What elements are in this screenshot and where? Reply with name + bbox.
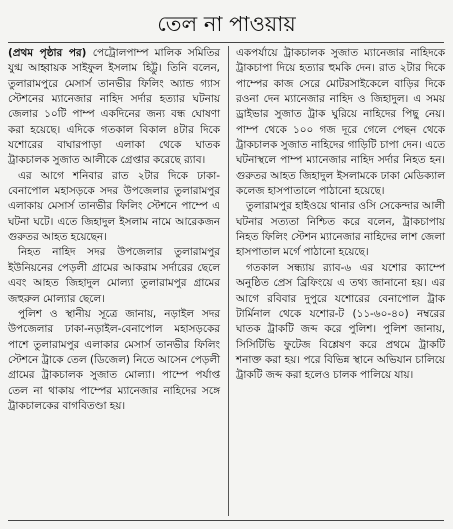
left-paragraph-1-text: পেট্রোলপাম্প মালিক সমিতির যুগ্ম আহ্বায়ক সাইফুল ইসলাম হিট্টু। তিনি বলেন, তুলারামপুরে মেসার্স তানভীর ফিলিং অ্যান্ড গ্যাস স্টেশনের ম্যানেজার নাহিদ সর্দার হত্যার ঘটনায় জেলার ১০টি পাম্প একদিনের জন্য বন্ধ ঘোষণা করা হয়েছে। এদিকে গতকাল বিকাল ৪টার দিকে যশোরের বাঘারপাড়া এলাকা থেকে ঘাতক ট্রাকচালক সুজাত আলীকে গ্রেপ্তার করেছে র‌্যাব। <box>8 47 220 167</box>
headline-rule <box>8 42 444 43</box>
left-column <box>8 46 220 414</box>
column-divider <box>228 46 229 516</box>
top-cut-strip <box>0 0 453 6</box>
bottom-rule <box>8 520 444 521</box>
right-paragraph-3: গতকাল সন্ধ্যায় র‌্যাব-৬ এর যশোর ক্যাম্পে অনুষ্ঠিত প্রেস ব্রিফিংয়ে এ তথ্য জানানো হয়। এর আগে রবিবার দুপুরে যশোরের বেনাপোল ট্রাক টার্মিনাল থেকে যশোর-ট (১১-৬০-৪০) নম্বরের ঘাতক ট্রাকটি জব্দ করে পুলিশ। পুলিশ জানায়, সিসিটিভি ফুটেজ বিশ্লেষণ করে প্রথমে ট্রাকটি শনাক্ত করা হয়। পরে বিভিন্ন স্থানে অভিযান চালিয়ে ট্রাকটি জব্দ করা হলেও চালক পালিয়ে যায়। <box>236 261 445 382</box>
left-paragraph-4: পুলিশ ও স্থানীয় সূত্রে জানায়, নড়াইল সদর উপজেলার ঢাকা-নড়াইল-বেনাপোল মহাসড়কের পাশে তুলারামপুর এলাকার মেসার্স তানভীর ফিলিং স্টেশনে ট্রাকে তেল (ডিজেল) নিতে আসেন পেড়লী গ্রামের ট্রাকচালক সুজাত মোল্যা। পাম্পে পর্যাপ্ত তেল না থাকায় পাম্পের ম্যানেজার নাহিদের সঙ্গে ট্রাকচালকের বাগবিতণ্ডা হয়। <box>8 307 220 412</box>
left-paragraph-2: এর আগে শনিবার রাত ২টার দিকে ঢাকা-বেনাপোল মহাসড়কে সদর উপজেলার তুলারামপুর এলাকায় মেসার্স তানভীর ফিলিং স্টেশনে পাম্পে এ ঘটনা ঘটে। এতে জিহাদুল ইসলাম নামে আরেকজন গুরুতর আহত হয়েছেন। <box>8 169 220 244</box>
article-headline: তেল না পাওয়ায় <box>157 12 296 36</box>
continuation-lead: (প্রথম পৃষ্ঠার পর) <box>8 47 87 59</box>
right-paragraph-1: একপর্যায়ে ট্রাকচালক সুজাত ম্যানেজার নাহিদকে ট্রাকচাপা দিয়ে হত্যার হুমকি দেন। রাত ২টার দিকে পাম্পের কাজ সেরে মোটরসাইকেলে বাড়ির দিকে রওনা দেন ম্যানেজার নাহিদ ও জিহাদুল। এ সময় ড্রাইভার সুজাত ট্রাক ঘুরিয়ে নাহিদের পিছু নেয়। পাম্প থেকে ১০০ গজ দূরে গেলে পেছন থেকে ট্রাকচালক সুজাত নাহিদের গাড়িটি চাপা দেন। এতে ঘটনাস্থলে পাম্প ম্যানেজার নাহিদ সর্দার নিহত হন। গুরুতর আহত জিহাদুল ইসলামকে ঢাকা মেডিক্যাল কলেজ হাসপাতালে পাঠানো হয়েছে। <box>236 47 445 198</box>
left-paragraph-3: নিহত নাহিদ সদর উপজেলার তুলারামপুর ইউনিয়নের পেড়লী গ্রামের আকরাম সর্দারের ছেলে এবং আহত জিহাদুল মোল্যা তুলারামপুর গ্রামের জহুরুল মোল্যার ছেলে। <box>8 246 220 305</box>
left-paragraph-1 <box>8 46 220 169</box>
right-paragraph-2: তুলারামপুর হাইওয়ে থানার ওসি সেকেন্দার আলী ঘটনার সত্যতা নিশ্চিত করে বলেন, ট্রাকচাপায় নিহত ফিলিং স্টেশন ম্যানেজার নাহিদের লাশ জেলা হাসপাতাল মর্গে পাঠানো হয়েছে। <box>236 200 445 259</box>
right-column <box>236 46 445 384</box>
